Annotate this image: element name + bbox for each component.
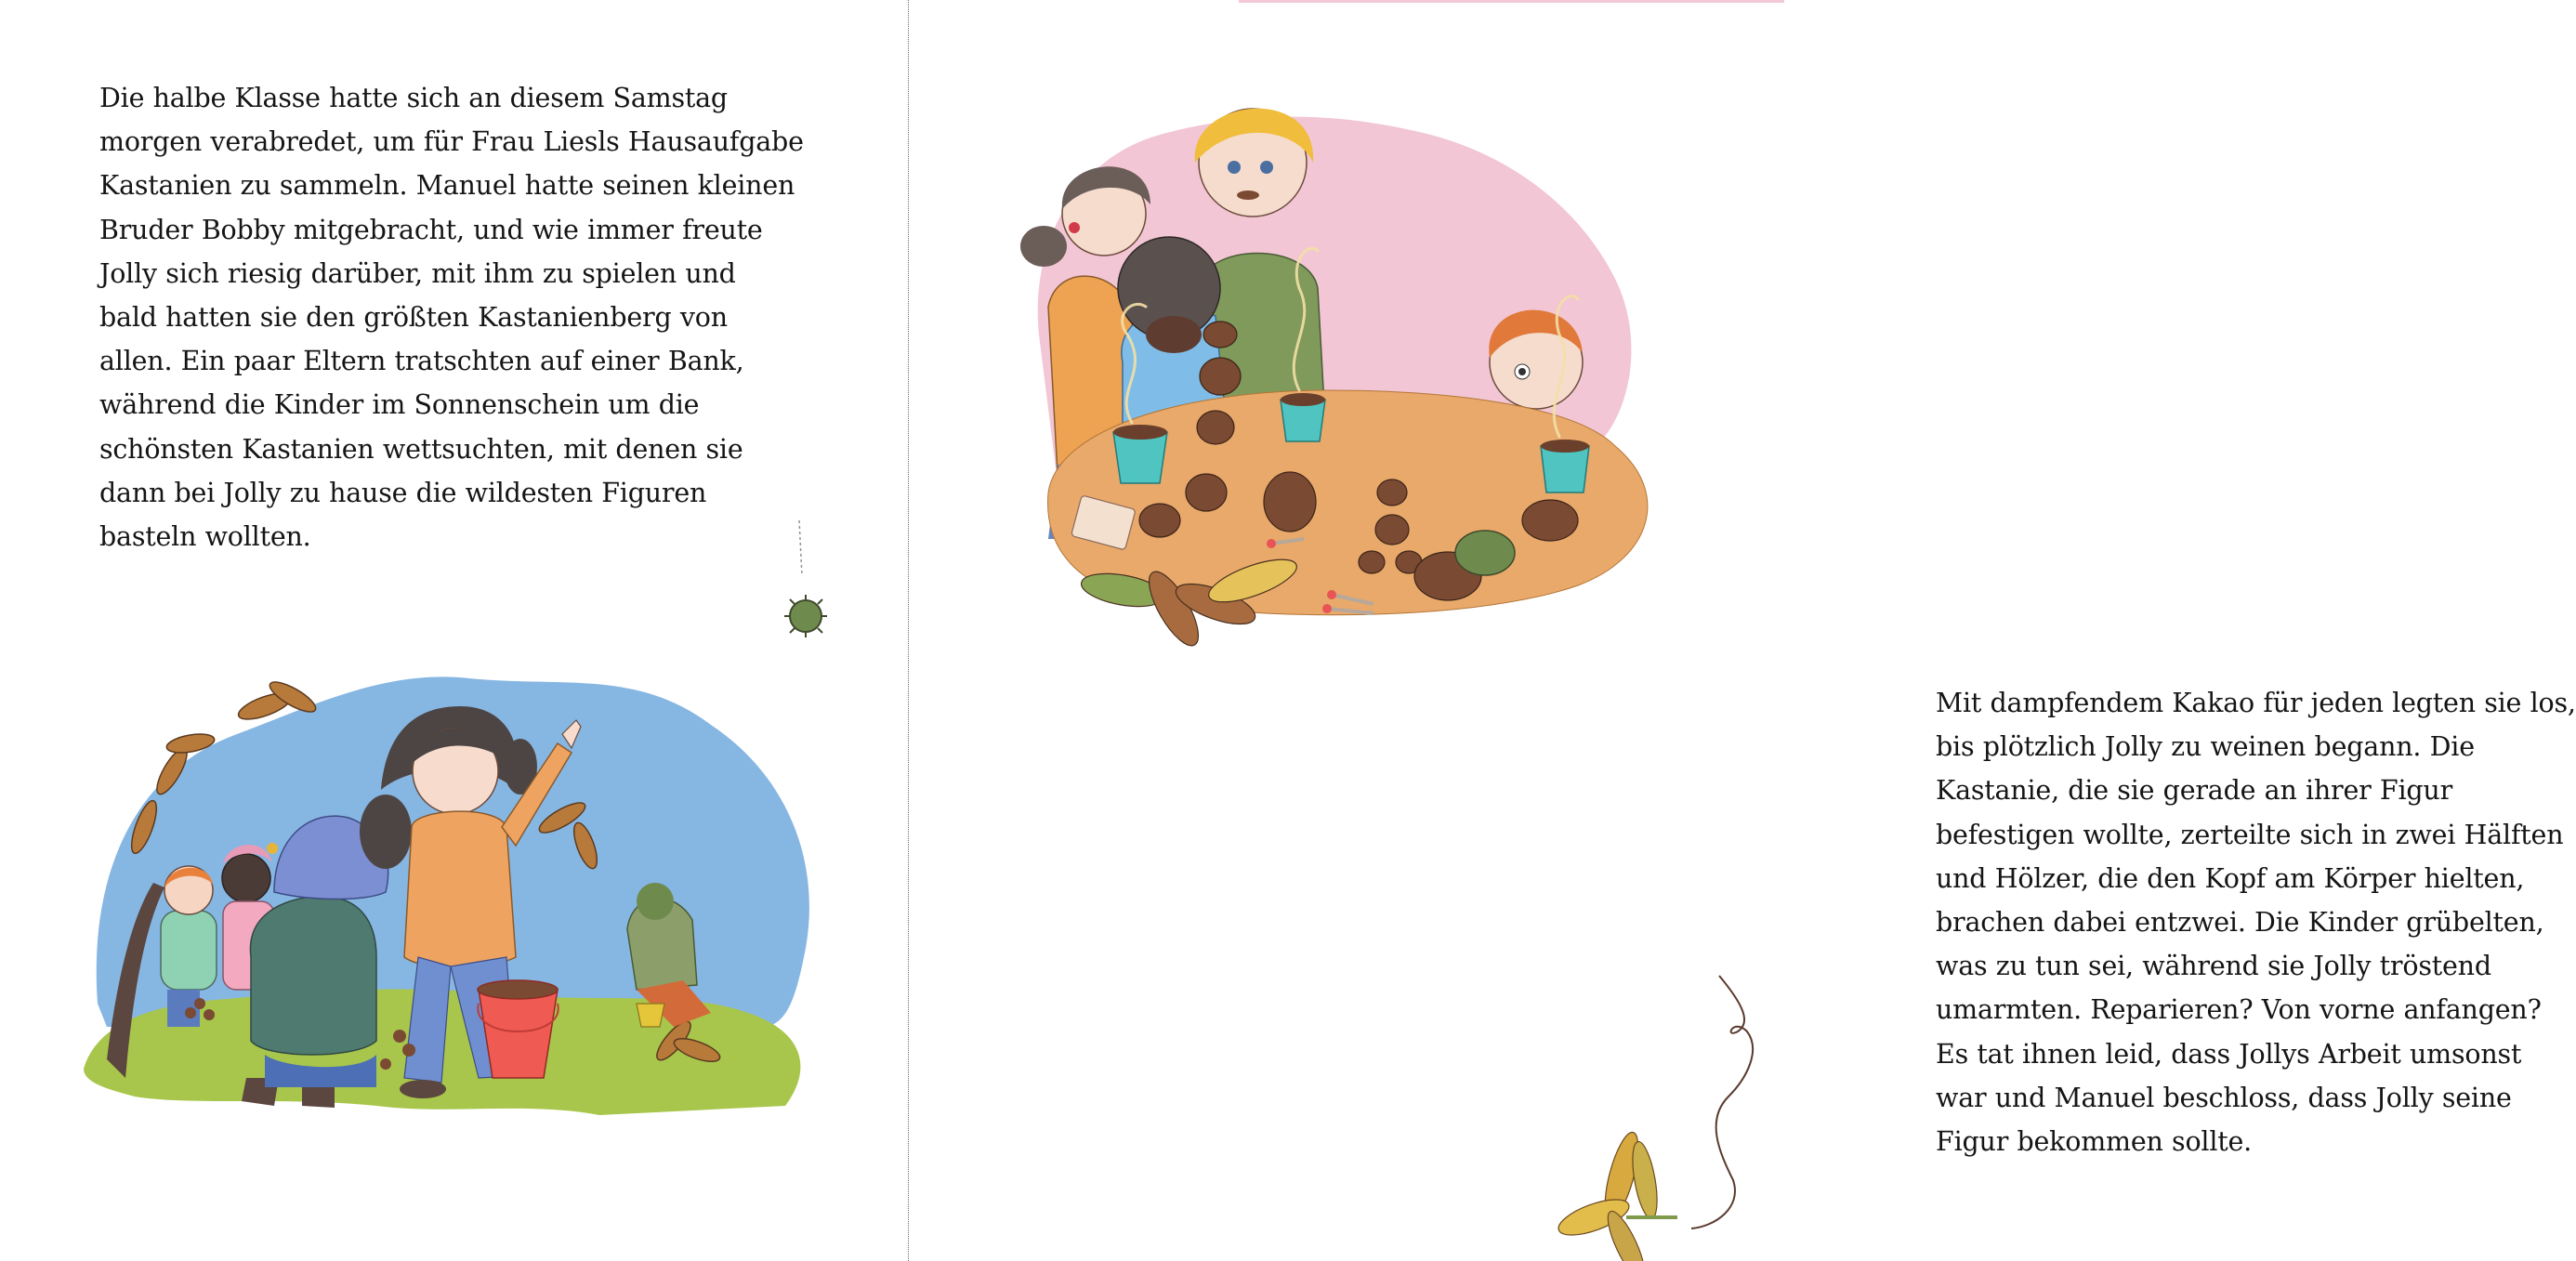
text-line: während die Kinder im Sonnenschein um die [99,389,700,421]
text-line: schönsten Kastanien wettsuchten, mit denen sie [99,433,743,465]
left-page [0,0,908,1261]
falling-leaf-decoration [1533,966,1766,1245]
text-line: Die halbe Klasse hatte sich an diesem Samstag [99,83,728,113]
curly-trail-icon [1691,976,1753,1228]
text-line: bald hatten sie den größten Kastanienberg von [99,302,728,334]
text-line: Es tat ihnen leid, dass Jollys Arbeit umsonst [1936,1038,2522,1070]
text-line: Kastanie, die sie gerade an ihrer Figur [1936,775,2453,807]
text-line: Jolly sich riesig darüber, mit ihm zu spielen und [99,257,736,289]
text-line: Figur bekommen sollte. [1936,1126,2253,1158]
text-line: war und Manuel beschloss, dass Jolly seine [1936,1082,2512,1113]
text-line: dann bei Jolly zu hause die wildesten Figuren [99,477,707,508]
text-line: umarmten. Reparieren? Von vorne anfangen? [1936,994,2542,1026]
text-line: Mit dampfendem Kakao für jeden legten sie los, [1936,688,2576,718]
text-line: brachen dabei entzwei. Die Kinder grübelten, [1936,907,2544,939]
chestnut-leaf-icon [1555,1129,1677,1261]
text-line: Bruder Bobby mitgebracht, und wie immer freute [99,214,763,245]
table-chestnut-figures-illustration [1020,56,1689,632]
text-line: befestigen wollte, zerteilte sich in zwei Hälften [1936,819,2564,850]
text-line: bis plötzlich Jolly zu weinen begann. Die [1936,731,2475,763]
left-page-paragraph [99,76,804,558]
bucket-icon [478,980,559,1078]
falling-chestnut-icon [784,520,827,637]
text-line: allen. Ein paar Eltern tratschten auf einer Bank, [99,346,744,377]
right-page-paragraph [1936,681,2576,1163]
text-line: morgen verabredet, um für Frau Liesls Hausaufgabe [99,126,804,158]
text-line: und Hölzer, die den Kopf am Körper hielten, [1936,862,2525,894]
text-line: Kastanien zu sammeln. Manuel hatte seinen kleinen [99,170,795,202]
right-page [909,0,2576,1261]
text-line: was zu tun sei, während sie Jolly tröstend [1936,951,2491,982]
text-line: basteln wollten. [99,521,311,553]
park-chestnut-illustration [79,520,850,1115]
child-figure [1489,310,1583,409]
